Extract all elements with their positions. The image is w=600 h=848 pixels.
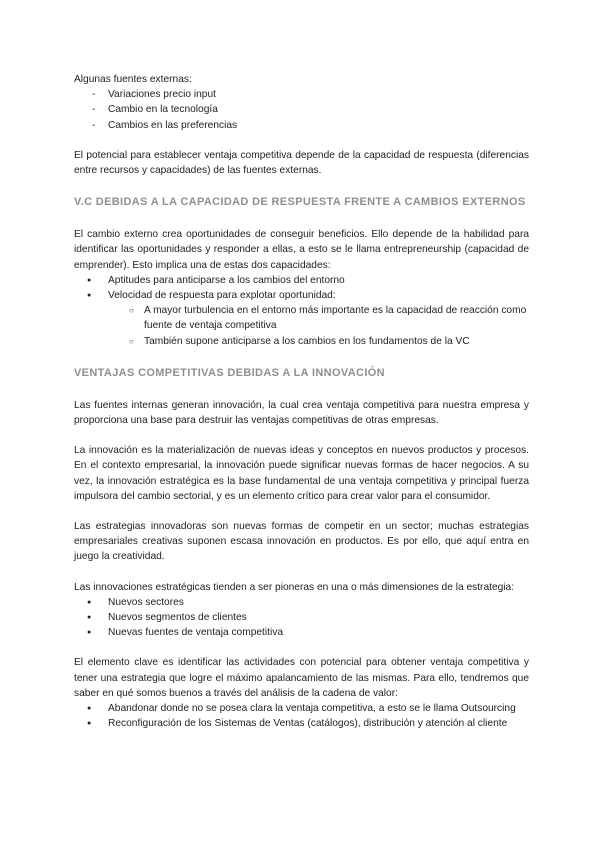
intro-lead: Algunas fuentes externas:	[74, 74, 192, 85]
paragraph-pioneras: Las innovaciones estratégicas tienden a ser pioneras en una o más dimensiones de la estrategia:	[74, 581, 515, 593]
list-item: - Cambios en las preferencias	[74, 118, 529, 133]
section-heading-innovacion: VENTAJAS COMPETITIVAS DEBIDAS A LA INNOVACIÓN	[74, 366, 385, 379]
sub-list-item: ○ También supone anticiparse a los cambios en los fundamentos de la VC	[108, 334, 529, 349]
list-item: ● Reconfiguración de los Sistemas de Ventas (catálogos), distribución y atención al cliente	[74, 716, 529, 731]
document-page	[74, 72, 529, 732]
paragraph-potencial: El potencial para establecer ventaja competitiva depende de la capacidad de respuesta (diferencias entre recursos y capacidades) de las fuentes externas.	[74, 149, 529, 177]
acciones-list	[74, 701, 529, 731]
list-item: ● Nuevos sectores	[74, 595, 529, 610]
list-item	[74, 288, 529, 349]
list-item: ● Nuevas fuentes de ventaja competitiva	[74, 625, 529, 640]
sub-list	[108, 303, 529, 349]
paragraph-cambio: El cambio externo crea oportunidades de conseguir beneficios. Ello depende de la habilidad para identificar las oportunidades y responder a ellas, a esto se le llama entrepreneurship (capacidad de emprender). Esto implica una de estas dos capacidades:	[74, 229, 529, 271]
paragraph-estrategias: Las estrategias innovadoras son nuevas formas de competir en un sector; muchas estrategias empresariales creativas suponen escasa innovación en productos. Es por ello, que aquí entra en juego la creatividad.	[74, 521, 529, 563]
list-item-text: Velocidad de respuesta para explotar oportunidad:	[108, 290, 336, 302]
list-item: - Cambio en la tecnología	[74, 102, 529, 117]
sub-list-item: ○ A mayor turbulencia en el entorno más importante es la capacidad de reacción como fuente de ventaja competitiva	[108, 303, 529, 333]
section-heading-vc: V.C DEBIDAS A LA CAPACIDAD DE RESPUESTA FRENTE A CAMBIOS EXTERNOS	[74, 196, 526, 209]
external-sources-list	[74, 87, 529, 133]
list-item: ● Abandonar donde no se posea clara la ventaja competitiva, a esto se le llama Outsourcing	[74, 701, 529, 716]
dimensiones-list	[74, 595, 529, 641]
list-item: - Variaciones precio input	[74, 87, 529, 102]
paragraph-clave: El elemento clave es identificar las actividades con potencial para obtener ventaja competitiva y tener una estrategia que logre el máximo apalancamiento de las mismas. Para ello, tendremos que saber en qué somos buenos a través del análisis de la cadena de valor:	[74, 657, 529, 699]
list-item: ● Aptitudes para anticiparse a los cambios del entorno	[74, 273, 529, 288]
list-item: ● Nuevos segmentos de clientes	[74, 610, 529, 625]
capacidades-list	[74, 273, 529, 349]
paragraph-materializacion: La innovación es la materialización de nuevas ideas y conceptos en nuevos productos y procesos. En el contexto empresarial, la innovación puede significar nuevas formas de hacer negocios. A su vez, la innovación estratégica es la base fundamental de una ventaja competitiva y principal fuerza impulsora del cambio sectorial, y es un elemento crítico para crear valor para el consumidor.	[74, 445, 529, 502]
paragraph-fuentes: Las fuentes internas generan innovación, la cual crea ventaja competitiva para nuestra empresa y proporciona una base para destruir las ventajas competitivas de otras empresas.	[74, 399, 529, 427]
